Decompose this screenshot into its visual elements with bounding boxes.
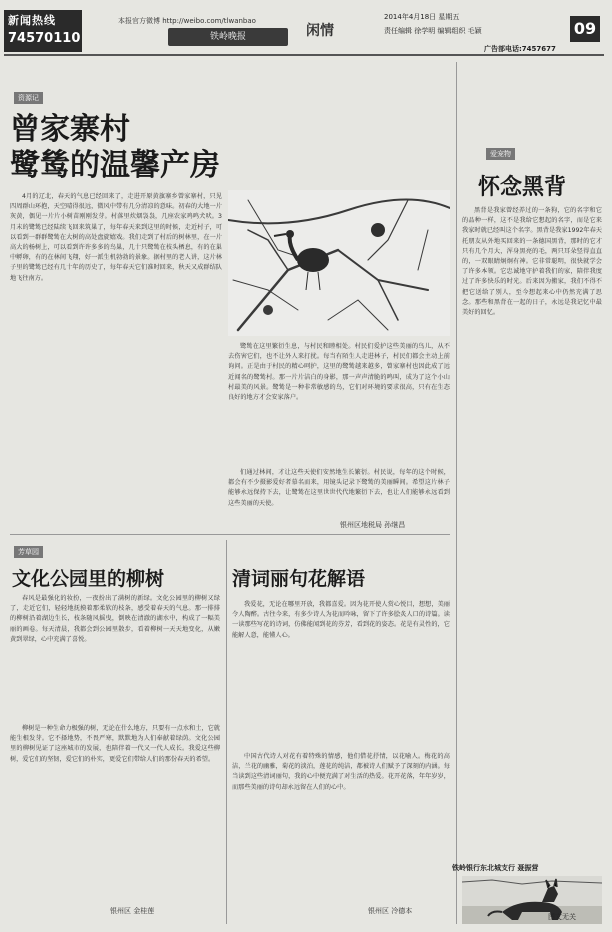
dog-caption: 铁岭银行东北城支行 聂振营 (452, 864, 539, 872)
poetry-byline: 银州区 冷德本 (368, 907, 413, 915)
photo-credit-note: 图文无关 (548, 913, 576, 921)
willow-body-col2: 柳树是一种生命力极强的树，无论在什么地方，只要有一点水和土，它就能生根发芽。它不择地势，不畏严寒，默默地为人们奉献着绿荫。文化公园里的柳树见证了这座城市的发展，也陪伴着一代又一代人成长。我爱这些柳树，爱它们的坚韧，爱它们的朴实，更爱它们带给人们的那份春天的希望。 (10, 725, 220, 763)
dog-headline: 怀念黑背 (478, 175, 567, 200)
masthead-rule (4, 54, 604, 56)
willow-byline: 银州区 金桂莲 (110, 907, 155, 915)
willow-kicker: 芳草园 (14, 546, 43, 558)
heron-headline-line1: 曾家寨村 (10, 112, 130, 147)
poetry-body-col2: 中国古代诗人对花有着特殊的情感，他们借花抒情，以花喻人。梅花的高洁，兰花的幽雅，菊花的淡泊，莲花的纯洁，都被诗人们赋予了深刻的内涵。每当读到这些清词丽句，我的心中便充满了对生活的热爱。花开花落，年年岁岁，而那些美丽的诗句却永远留在人们的心中。 (232, 753, 450, 791)
dog-body: 黑背是我家曾经养过的一条狗，它的名字和它的品种一样，这不是我给它想起的名字，而是它来我家时就已经叫这个名字。黑背是我家1992年春天托朋友从外地买回来的一条德国黑背，那时的它才只有几个月大，浑身黑亮的毛，两只耳朵竖得直直的，一双眼睛炯炯有神。它非常聪明，很快就学会了许多本领。它忠诚地守护着我们的家，陪伴我度过了许多快乐的时光。后来因为搬家，我们不得不把它送给了别人，至今想起来心中仍然充满了思念。那些和黑背在一起的日子，永远是我记忆中最美好的回忆。 (462, 207, 602, 317)
heron-body-col1: 4月的辽北，春天的气息已经回来了，走进开原黄旗寨乡曾家寨村，只见四周群山环抱，天空晴得很远，微风中带有几分清凉的意味。初春的大地一片灰黄，偶见一片片小树苗刚刚发芽。村落里炊烟袅袅，几座农家鸡鸣犬吠。3月末的鹭鸶已经陆续飞回来筑巢了，每年春天来到这里的时候，走近村子，可以看到一群群鹭鸶在大树的高处盘旋嬉戏。我们走到了村后的树林里，在一片高大的杨树上，可以看到许许多多的鸟巢，几十只鹭鸶在枝头栖息，有的在巢中孵卵，有的在林间飞翔，好一派生机勃勃的景象。据村里的老人讲，这片林子里的鹭鸶已经有几十年的历史了，每年春天它们准时回来，秋天又成群结队地飞往南方。 (10, 193, 222, 282)
editor-credits: 责任编辑 徐学明 编辑组织 毛颖 (384, 27, 482, 35)
willow-headline: 文化公园里的柳树 (12, 568, 165, 590)
heron-illustration (228, 190, 450, 336)
hotline-number: 74570110 (8, 31, 81, 46)
dog-photo (462, 876, 602, 924)
hotline-label: 新闻热线 (8, 14, 56, 27)
heron-headline-line2: 鹭鸶的温馨产房 (10, 148, 220, 183)
willow-body-col1: 春风是最强化的妆扮，一夜扮出了满树的新绿。文化公园里的柳树又绿了，走近它们，轻轻地抚摸着那柔软的枝条，感受着春天的气息。那一排排的柳树沿着湖边生长，枝条随风摇曳，倒映在清澈的湖水中，构成了一幅美丽的画卷。每天清晨，我都会到公园里散步，看着柳树一天天地变化，从嫩黄到翠绿，心中充满了喜悦。 (10, 595, 220, 643)
weibo-url: 本报官方微博 http://weibo.com/tlwanbao (118, 17, 256, 25)
section-divider (10, 534, 450, 535)
poetry-headline: 清词丽句花解语 (232, 568, 366, 590)
heron-body-col2: 鹭鸶在这里繁衍生息，与村民和睦相处。村民们爱护这些美丽的鸟儿，从不去伤害它们，也不让外人来打扰。每当有陌生人走进林子，村民们都会主动上前询问。正是由于村民的精心呵护，这里的鹭鸶越来越多，曾家寨村也因此成了远近闻名的鹭鸶村。那一片片洁白的身影，那一声声清脆的鸣叫，成为了这个小山村最美的风景。鹭鸶是一种非常敏感的鸟，它们对环境的要求很高，只有在生态良好的地方才会安家落户。 (228, 343, 450, 402)
section-title: 闲情 (306, 23, 334, 39)
poetry-body-col1: 我爱花，无论在哪里开放，我都喜爱。因为花开使人赏心悦目，想想，美丽令人陶醉。古往今来，有多少诗人为花而吟咏，留下了许多脍炙人口的诗篇。读一读那些写花的诗词，仿佛能闻到花的芬芳，看到花的姿态。花是有灵性的，它能解人意，能懂人心。 (232, 601, 450, 639)
dog-kicker: 爱宠物 (486, 148, 515, 160)
ad-telephone: 广告部电话:7457677 (484, 45, 556, 53)
column-divider-right (456, 62, 457, 924)
issue-date: 2014年4月18日 星期五 (384, 13, 460, 21)
heron-photo (228, 190, 450, 336)
column-divider-lower (226, 540, 227, 924)
heron-body-col3: 们通过林间，才让这些天使们安然地生长繁衍。村民说，每年的这个时候，都会有不少摄影爱好者慕名而来，用镜头记录下鹭鸶的美丽瞬间。希望这片林子能够永远保持下去，让鹭鸶在这里世世代代地繁衍下去，也让人们能够永远看到这些美丽的天使。 (228, 469, 450, 507)
dog-illustration (462, 876, 602, 924)
page-number: 09 (570, 16, 600, 42)
heron-kicker: 资源记 (14, 92, 43, 104)
newspaper-logo: 铁岭晚报 (168, 28, 288, 46)
heron-headline (10, 112, 220, 184)
heron-byline: 银州区地税局 孙继昌 (340, 521, 406, 529)
